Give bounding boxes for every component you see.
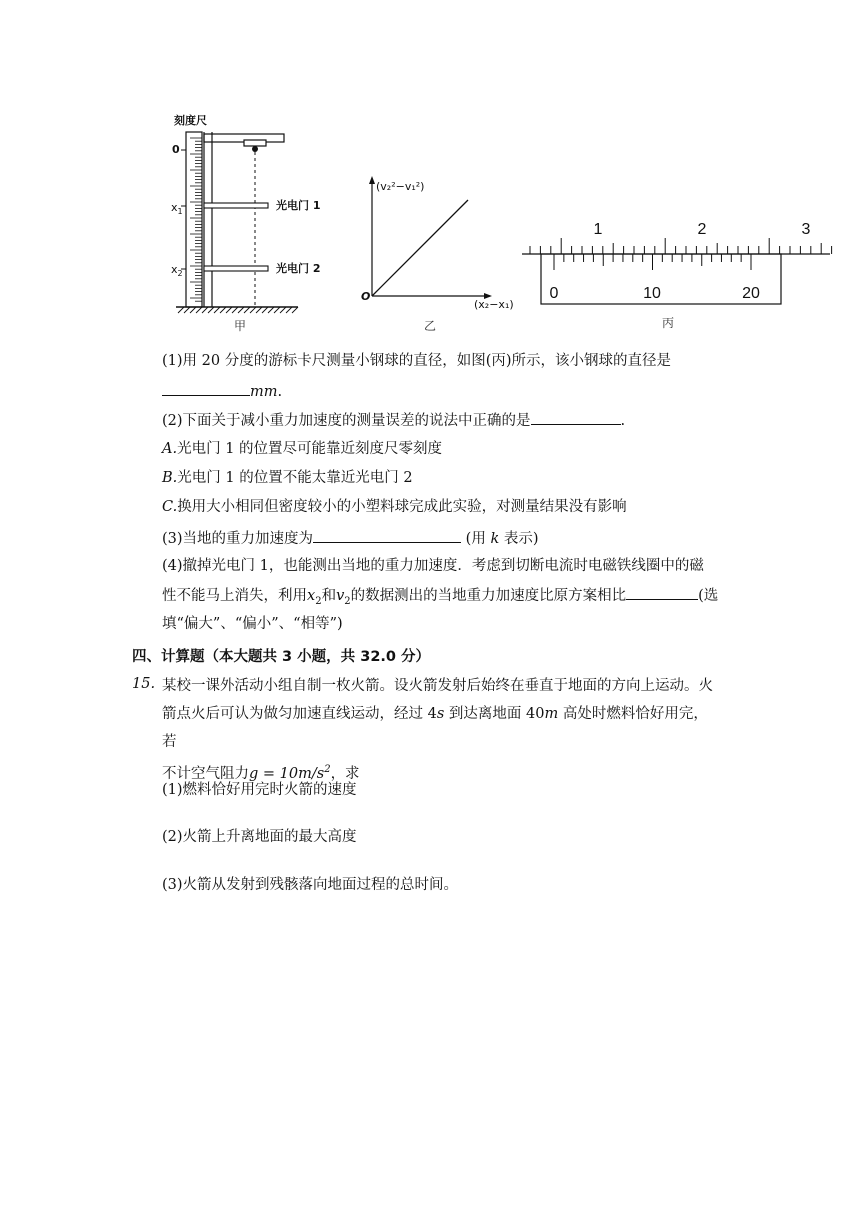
question-15-stem [162, 672, 722, 788]
period: . [277, 384, 283, 400]
gate1-label: 光电门 1 [276, 199, 321, 212]
figure-jia-apparatus [160, 108, 321, 338]
vernier-label-20: 20 [742, 285, 760, 302]
answer-blank-compare[interactable] [626, 585, 698, 600]
conj-and: 和 [321, 588, 337, 604]
option-a-text: 光电门 1 的位置尽可能靠近刻度尺零刻度 [177, 441, 443, 457]
hatch-mark [256, 307, 262, 313]
q14-part4-end: (选 [698, 588, 719, 604]
q15-line1: 某校一课外活动小组自制一枚火箭。设火箭发射后始终在垂直于地面的方向上运动。火 [162, 678, 713, 694]
section-heading: 四、计算题（本大题共 3 小题，共 32.0 分） [132, 649, 431, 665]
hatch-mark [286, 307, 292, 313]
hatch-mark [280, 307, 286, 313]
hatch-mark [244, 307, 250, 313]
q14-part4-line3 [162, 614, 343, 634]
graph-line [372, 200, 468, 296]
var-x2-sub: 2 [315, 595, 322, 607]
hatch-mark [184, 307, 190, 313]
caption-yi: 乙 [424, 319, 437, 333]
main-scale-labels [594, 221, 811, 238]
q14-part4-choices: 填“偏大”、“偏小”、“相等”) [162, 616, 343, 632]
q15-line3-b: ，求 [330, 765, 360, 782]
gravity-eq: g = 10m/s [249, 765, 325, 782]
option-c-text: 换用大小相同但密度较小的小塑料球完成此实验，对测量结果没有影响 [177, 499, 627, 515]
question-number-15: 15. [132, 676, 156, 692]
hatch-mark [196, 307, 202, 313]
q14-part1-text: (1)用 20 分度的游标卡尺测量小钢球的直径，如图(丙)所示，该小钢球的直径是 [162, 353, 672, 369]
main-label-3: 3 [801, 221, 811, 238]
hint-post: 表示) [499, 531, 539, 547]
hatch-mark [274, 307, 280, 313]
answer-blank-error[interactable] [531, 410, 621, 425]
q14-part4-post: 的数据测出的当地重力加速度比原方案相比 [350, 588, 627, 604]
option-b-text: 光电门 1 的位置不能太靠近光电门 2 [177, 470, 413, 486]
origin-label: O [361, 290, 371, 303]
q14-part2-text: (2)下面关于减小重力加速度的测量误差的说法中正确的是 [162, 413, 531, 429]
answer-blank-gravity[interactable] [313, 528, 461, 543]
q15-line2-a: 箭点火后可认为做匀加速直线运动，经过 4 [162, 706, 437, 722]
hatch-mark [226, 307, 232, 313]
answer-blank-diameter[interactable] [162, 381, 250, 396]
q15-line2 [162, 700, 722, 756]
main-label-1: 1 [593, 221, 603, 238]
ruler-ticks [190, 138, 202, 301]
x1-label: $x_1$ [171, 201, 183, 216]
q15-line2-b: 到达离地面 40 [444, 706, 545, 722]
hatch-mark [220, 307, 226, 313]
figure-yi-graph [360, 108, 514, 338]
q15-sub2: (2)火箭上升离地面的最大高度 [162, 829, 357, 845]
option-c-letter: C. [162, 499, 178, 515]
hatch-mark [250, 307, 256, 313]
hatch-mark [232, 307, 238, 313]
hatch-mark [202, 307, 208, 313]
hatch-mark [292, 307, 298, 313]
q15-sub3: (3)火箭从发射到残骸落向地面过程的总时间。 [162, 877, 459, 893]
q14-part4-pre: 性不能马上消失，利用 [162, 588, 307, 604]
x2-label: $x_2$ [171, 263, 183, 278]
unit-s: s [436, 706, 445, 722]
vernier-label-0: 0 [549, 285, 559, 302]
q14-part3-text: (3)当地的重力加速度为 [162, 531, 314, 547]
var-v2-sub: 2 [344, 595, 351, 607]
hint-pre: (用 [461, 531, 491, 547]
hatch-mark [190, 307, 196, 313]
x-axis-label: (x₂−x₁) [474, 298, 514, 311]
caption-jia: 甲 [234, 319, 247, 333]
ground-hatch [178, 307, 298, 313]
photogate-1 [204, 203, 268, 208]
q14-part2 [162, 410, 625, 431]
zero-label: 0 [172, 143, 180, 156]
hatch-mark [214, 307, 220, 313]
q14-part4-line1 [162, 556, 704, 576]
ruler-label: 刻度尺 [174, 114, 207, 127]
hatch-mark [178, 307, 184, 313]
q15-line2-c: 高处时燃料恰好用完，若 [162, 706, 708, 750]
unit-mm: mm [250, 384, 278, 400]
period: . [620, 413, 626, 429]
caption-bing: 丙 [662, 316, 675, 330]
figure-row [160, 108, 840, 338]
q15-line3-a: 不计空气阻力 [162, 765, 249, 782]
gravity-eq-sup: 2 [324, 764, 331, 775]
var-x2: x [307, 588, 316, 604]
q14-part4-line2 [162, 585, 718, 612]
q14-part4-text: (4)撤掉光电门 1，也能测出当地的重力加速度．考虑到切断电流时电磁铁线圈中的磁 [162, 558, 704, 574]
hatch-mark [262, 307, 268, 313]
q14-part1-line1 [162, 351, 671, 371]
option-b [162, 468, 413, 488]
hatch-mark [268, 307, 274, 313]
q15-sub1: (1)燃料恰好用完时火箭的速度 [162, 782, 357, 798]
gate2-label: 光电门 2 [276, 262, 321, 275]
hatch-mark [208, 307, 214, 313]
vernier-scale-ticks [554, 254, 751, 270]
vernier-label-10: 10 [643, 285, 661, 302]
var-v2: v [336, 588, 345, 604]
option-a [162, 439, 442, 459]
option-a-letter: A. [162, 441, 178, 457]
option-c [162, 497, 627, 517]
unit-m: m [544, 706, 559, 722]
photogate-2 [204, 266, 268, 271]
figure-bing-caliper [522, 108, 834, 338]
main-label-2: 2 [697, 221, 707, 238]
q14-part1-line2 [162, 381, 282, 402]
electromagnet [244, 140, 266, 146]
y-axis-label: (v₂²−v₁²) [376, 180, 425, 193]
main-scale-ticks [530, 238, 832, 254]
steel-ball [252, 146, 258, 152]
q14-part3 [162, 528, 539, 549]
var-k: k [490, 531, 500, 547]
option-b-letter: B. [162, 470, 178, 486]
hatch-mark [238, 307, 244, 313]
